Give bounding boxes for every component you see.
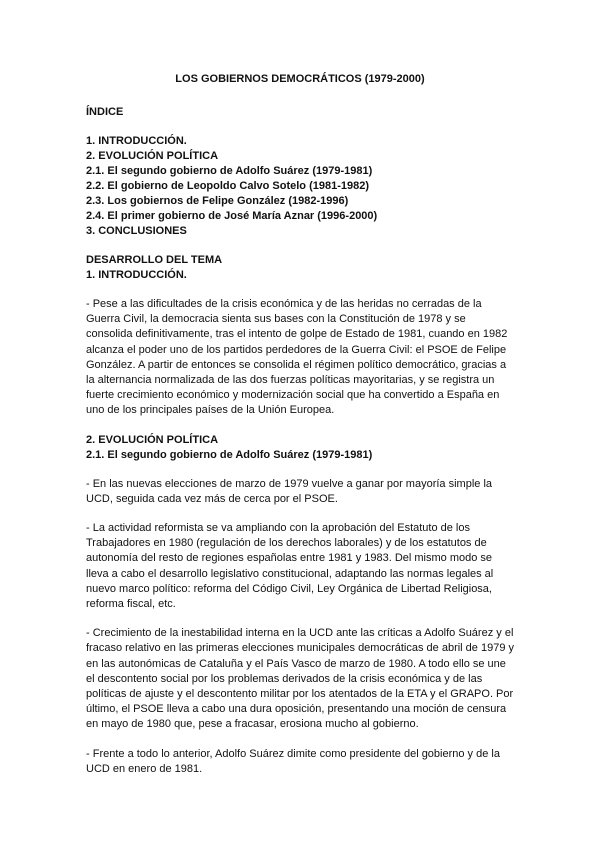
section-2-1-heading: 2.1. El segundo gobierno de Adolfo Suárez (1979-1981) (86, 448, 373, 461)
index-item: 2.3. Los gobiernos de Felipe González (1982-1996) (86, 195, 349, 207)
document-title: LOS GOBIERNOS DEMOCRÁTICOS (1979-2000) (175, 73, 425, 85)
body-paragraph: - En las nuevas elecciones de marzo de 1979 vuelve a ganar por mayoría simple la UCD, seguida cada vez más de cerca por el PSOE. (86, 477, 493, 505)
index-item: 2. EVOLUCIÓN POLÍTICA (86, 150, 219, 162)
index-list (86, 134, 514, 239)
index-item: 2.4. El primer gobierno de José María Aznar (1996-2000) (86, 210, 378, 222)
index-heading: ÍNDICE (86, 106, 124, 118)
body-paragraph: - Frente a todo lo anterior, Adolfo Suárez dimite como presidente del gobierno y de la UCD en enero de 1981. (86, 747, 500, 775)
introduction-heading: 1. INTRODUCCIÓN. (86, 269, 187, 281)
spacer (86, 283, 514, 297)
index-item: 2.2. El gobierno de Leopoldo Calvo Sotelo (1981-1982) (86, 180, 370, 192)
body-paragraph: - La actividad reformista se va ampliando con la aprobación del Estatuto de los Trabajadores en 1980 (regulación de los derechos laborales) y de los estatutos de autonomía del resto de regiones españolas entre 1981 y 1983. Del mismo modo se lleva a cabo el desarrollo legislativo constitucional, adaptando las normas legales al nuevo marco político: reforma del Código Civil, Ley Orgánica de Libertad Religiosa, reforma fiscal, etc. (86, 522, 494, 611)
development-heading: DESARROLLO DEL TEMA (86, 254, 223, 266)
introduction-paragraph: - Pese a las dificultades de la crisis económica y de las heridas no cerradas de la Guerra Civil, la democracia sienta sus bases con la Constitución de 1978 y se consolida definitivamente, tras el intento de golpe de Estado de 1981, cuando en 1982 alcanza el poder uno de los partidos perdedores de la Guerra Civil: el PSOE de Felipe González. A partir de entonces se consolida el régimen político democrático, gracias a la alternancia normalizada de las dos fuerzas políticas mayoritarias, y se registra un fuerte crecimiento económico y modernización social que ha convertido a España en uno de los principales países de la Unión Europea. (86, 298, 508, 417)
index-item: 2.1. El segundo gobierno de Adolfo Suárez (1979-1981) (86, 165, 373, 177)
index-item: 3. CONCLUSIONES (86, 225, 187, 237)
evolution-heading: 2. EVOLUCIÓN POLÍTICA (86, 433, 219, 446)
index-item: 1. INTRODUCCIÓN. (86, 135, 187, 147)
spacer (86, 463, 514, 477)
spacer (86, 120, 514, 134)
body-paragraph: - Crecimiento de la inestabilidad interna en la UCD ante las críticas a Adolfo Suárez y el fracaso relativo en las primeras elecciones municipales democráticas de abril de 1979 y en las autonómicas de Cataluña y el País Vasco de marzo de 1980. A todo ello se une el descontento social por los problemas derivados de la crisis económica y de las políticas de ajuste y el descontento militar por los atentados de la ETA y el GRAPO. Por último, el PSOE lleva a cabo una dura oposición, presentando una moción de censura en mayo de 1980 que, pese a fracasar, erosiona mucho al gobierno. (86, 627, 514, 731)
